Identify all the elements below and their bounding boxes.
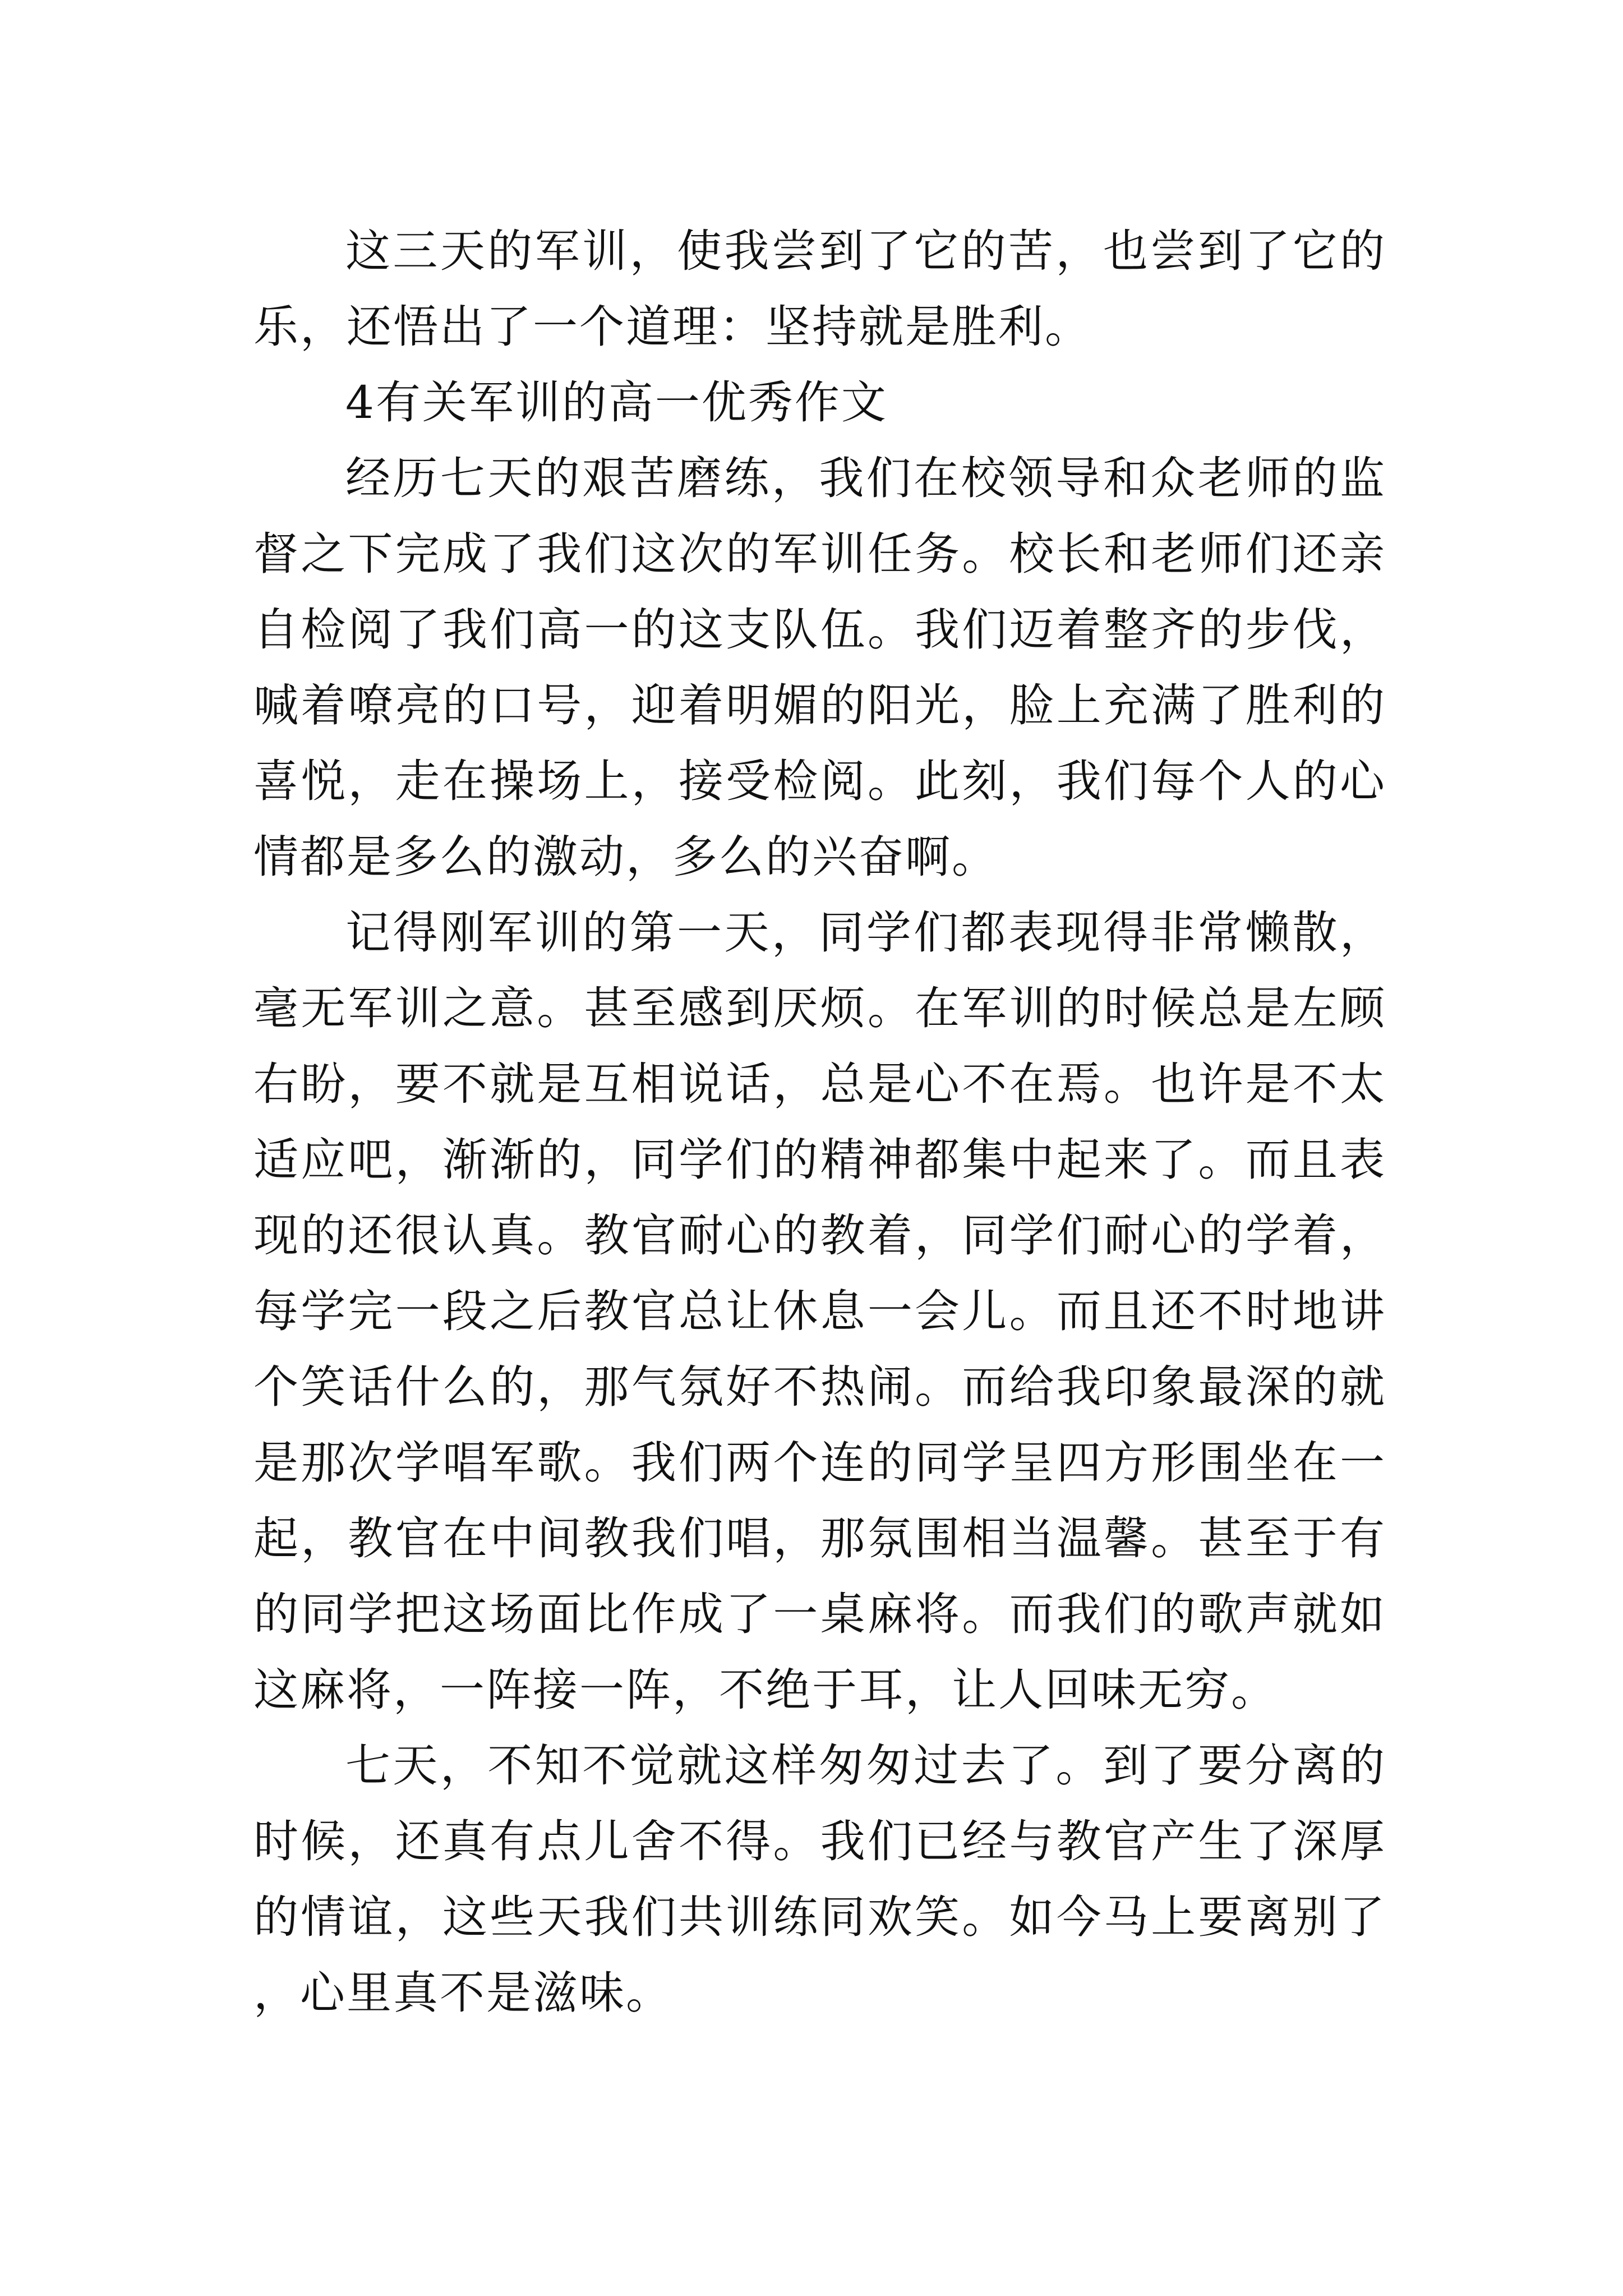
document-body — [253, 213, 1386, 2031]
paragraph-review-ceremony: 经历七天的艰苦磨练，我们在校领导和众老师的监督之下完成了我们这次的军训任务。校长和老师们还亲自检阅了我们高一的这支队伍。我们迈着整齐的步伐，喊着嘹亮的口号，迎着明媚的阳光，脸上充满了胜利的喜悦，走在操场上，接受检阅。此刻，我们每个人的心情都是多么的激动，多么的兴奋啊。 — [253, 452, 1386, 883]
paragraph-first-day-memories: 记得刚军训的第一天，同学们都表现得非常懒散，毫无军训之意。甚至感到厌烦。在军训的时候总是左顾右盼，要不就是互相说话，总是心不在焉。也许是不太适应吧，渐渐的，同学们的精神都集中起来了。而且表现的还很认真。教官耐心的教着，同学们耐心的学着，每学完一段之后教官总让休息一会儿。而且还不时地讲个笑话什么的，那气氛好不热闹。而给我印象最深的就是那次学唱军歌。我们两个连的同学呈四方形围坐在一起，教官在中间教我们唱，那氛围相当温馨。甚至于有的同学把这场面比作成了一桌麻将。而我们的歌声就如这麻将，一阵接一阵，不绝于耳，让人回味无穷。 — [253, 907, 1386, 1716]
paragraph-farewell: 七天，不知不觉就这样匆匆过去了。到了要分离的时候，还真有点儿舍不得。我们已经与教官产生了深厚的情谊，这些天我们共训练同欢笑。如今马上要离别了，心里真不是滋味。 — [253, 1740, 1386, 2019]
paragraph-military-training-summary: 这三天的军训，使我尝到了它的苦，也尝到了它的乐，还悟出了一个道理：坚持就是胜利。 — [253, 225, 1386, 353]
essay-heading: 4有关军训的高一优秀作文 — [345, 376, 888, 429]
